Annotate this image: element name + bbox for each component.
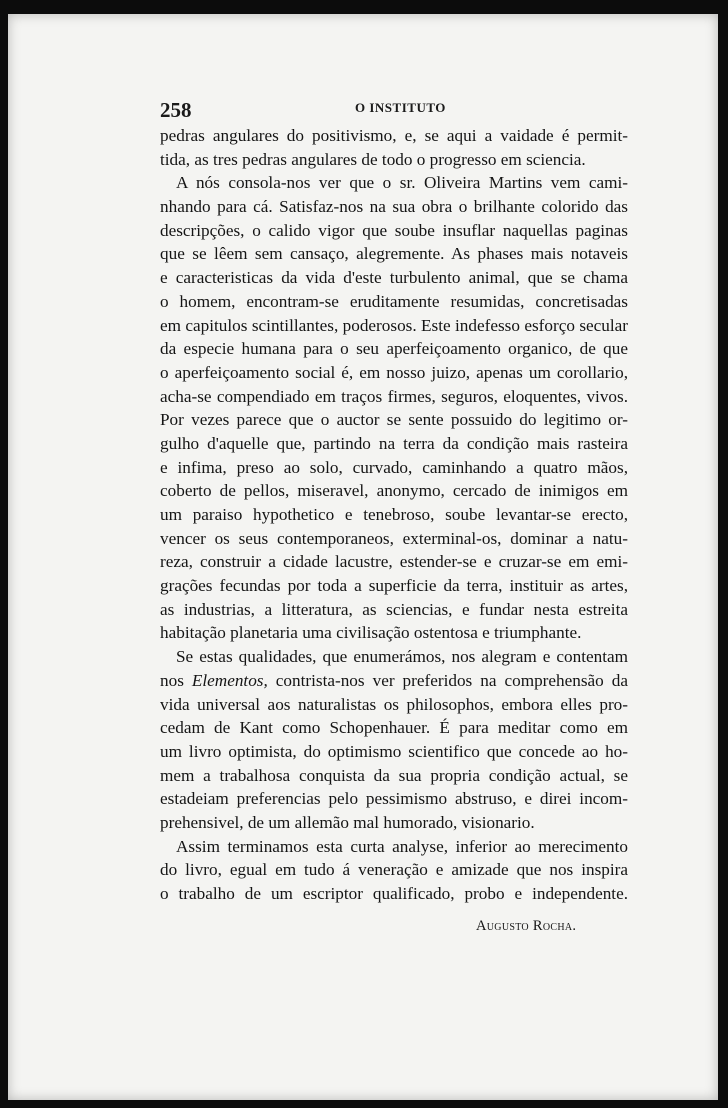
paragraph: [160, 171, 628, 645]
text-line: que se lêem sem cansaço, alegremente. As phases mais notaveis: [160, 244, 628, 264]
text-line: cedam de Kant como Schopenhauer. É para meditar como em: [160, 718, 628, 738]
text-line: habitação planetaria uma civilisação ostentosa e triumphante.: [160, 623, 582, 643]
body-text: [160, 124, 628, 906]
text-line: descripções, o calido vigor que soube insuflar naquellas paginas: [160, 220, 628, 240]
author-signature: Augusto Rocha.: [476, 918, 577, 934]
text-line: nhando para cá. Satisfaz-nos na sua obra o brilhante colorido das: [160, 197, 628, 217]
text-line: coberto de pellos, miseravel, anonymo, cercado de inimigos em: [160, 481, 628, 501]
book-title-italic: Elementos,: [191, 670, 268, 690]
text-line: reza, construir a cidade lacustre, estender-se e cruzar-se em emi-: [160, 552, 628, 572]
text-line: e caracteristicas da vida d'este turbulento animal, que se chama: [160, 268, 628, 288]
text-line: gulho d'aquelle que, partindo na terra da condição mais rasteira: [160, 433, 628, 453]
text-line: Assim terminamos esta curta analyse, inferior ao merecimento: [176, 836, 628, 856]
text-line: o aperfeiçoamento social é, em nosso juizo, apenas um corollario,: [160, 362, 628, 382]
page-number: 258: [160, 98, 192, 122]
paragraph: [160, 645, 628, 835]
paragraph: [160, 124, 628, 171]
text-line: grações fecundas por toda a superficie da terra, instituir as artes,: [160, 576, 628, 596]
text-line: estadeiam preferencias pelo pessimismo abstruso, e direi incom-: [160, 789, 628, 809]
text-line: um livro optimista, do optimismo scientifico que concede ao ho-: [160, 741, 628, 761]
text-line: o trabalho de um escriptor qualificado, probo e independente.: [160, 884, 628, 903]
text-line: em capitulos scintillantes, poderosos. Este indefesso esforço secular: [160, 315, 628, 335]
text-line: Se estas qualidades, que enumerámos, nos alegram e contentam: [176, 647, 628, 667]
text-line: prehensivel, de um allemão mal humorado, visionario.: [160, 812, 535, 832]
text-line: vencer os seus contemporaneos, exterminal-os, dominar a natu-: [160, 528, 628, 548]
text-line: vida universal aos naturalistas os philosophos, embora elles pro-: [160, 694, 628, 714]
text-line: e infima, preso ao solo, curvado, caminhando a quatro mãos,: [160, 457, 628, 477]
paragraph: [160, 835, 628, 906]
text-line: pedras angulares do positivismo, e, se aqui a vaidade é permit-: [160, 126, 628, 145]
text-line: o homem, encontram-se eruditamente resumidas, concretisadas: [160, 291, 628, 311]
text-line: tida, as tres pedras angulares de todo o progresso em sciencia.: [160, 149, 586, 169]
text-line: acha-se compendiado em traços firmes, seguros, eloquentes, vivos.: [160, 386, 628, 406]
text-segment: contrista-nos ver preferidos na comprehensão da: [267, 670, 628, 690]
page-header: [160, 90, 640, 120]
text-line: mem a trabalhosa conquista da sua propria condição actual, se: [160, 765, 628, 785]
text-line: Por vezes parece que o auctor se sente possuido do legitimo or-: [160, 410, 628, 430]
text-line: um paraiso hypothetico e tenebroso, soube levantar-se erecto,: [160, 505, 628, 524]
text-line: as industrias, a litteratura, as sciencias, e fundar nesta estreita: [160, 599, 628, 619]
text-segment: nos: [160, 670, 192, 690]
text-line: [160, 669, 628, 693]
text-line: da especie humana para o seu aperfeiçoamento organico, de que: [160, 339, 628, 359]
text-line: do livro, egual em tudo á veneração e amizade que nos inspira: [160, 860, 628, 880]
text-line: A nós consola-nos ver que o sr. Oliveira Martins vem cami-: [176, 173, 628, 193]
running-title: O INSTITUTO: [355, 100, 446, 115]
